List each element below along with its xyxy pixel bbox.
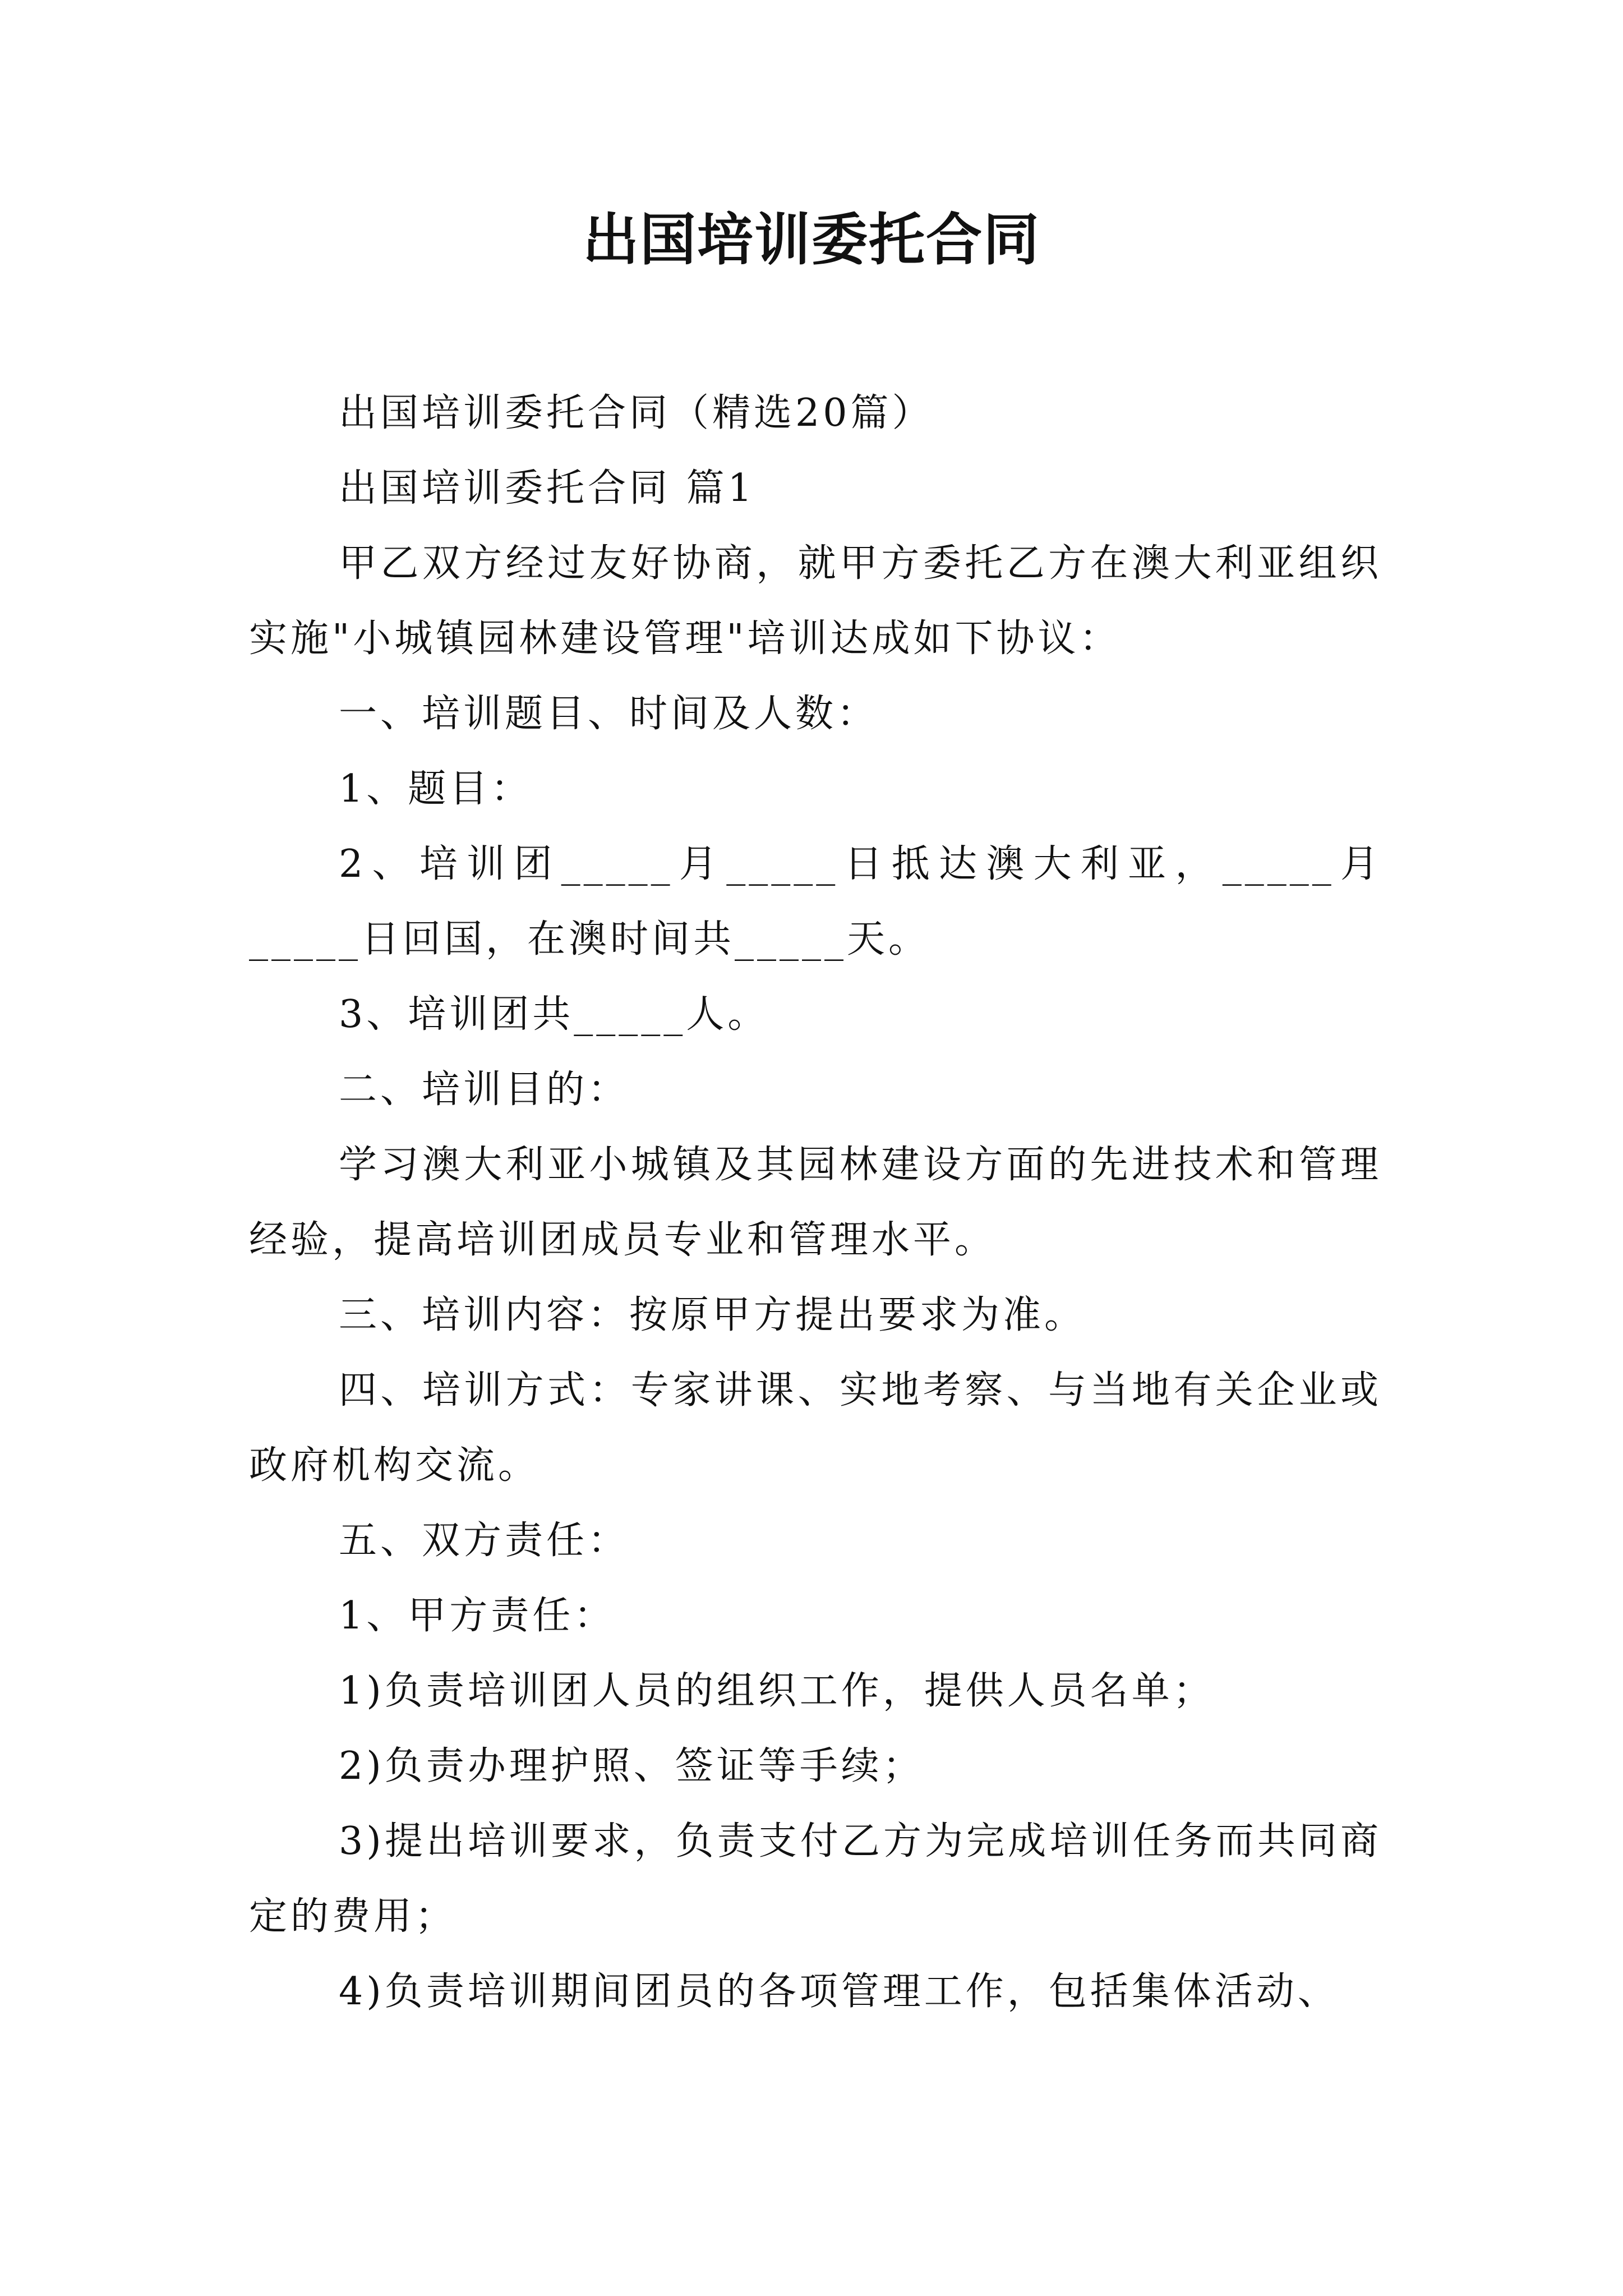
paragraph-clause-5-1-2: 2)负责办理护照、签证等手续； bbox=[339, 1744, 924, 1788]
paragraph-subtitle: 出国培训委托合同（精选20篇） bbox=[339, 391, 934, 435]
paragraph-intro: 甲乙双方经过友好协商，就甲方委托乙方在澳大利亚组织实施"小城镇园林建设管理"培训达成如下协议： bbox=[249, 541, 1382, 661]
paragraph-clause-4: 四、培训方式：专家讲课、实地考察、与当地有关企业或政府机构交流。 bbox=[249, 1368, 1382, 1488]
document-title: 出国培训委托合同 bbox=[583, 206, 1040, 273]
paragraph-clause-5-1-1: 1)负责培训团人员的组织工作，提供人员名单； bbox=[339, 1669, 1215, 1713]
paragraph-clause-3: 三、培训内容：按原甲方提出要求为准。 bbox=[339, 1293, 1086, 1337]
paragraph-clause-5-1-4: 4)负责培训期间团员的各项管理工作，包括集体活动、 bbox=[339, 1970, 1339, 2014]
paragraph-clause-5-1: 1、甲方责任： bbox=[339, 1594, 616, 1638]
paragraph-clause-5-1-3: 3)提出培训要求，负责支付乙方为完成培训任务而共同商定的费用； bbox=[249, 1819, 1382, 1939]
paragraph-clause-1-1: 1、题目： bbox=[339, 767, 533, 811]
paragraph-clause-2-body: 学习澳大利亚小城镇及其园林建设方面的先进技术和管理经验，提高培训团成员专业和管理水平。 bbox=[249, 1143, 1382, 1262]
document-body bbox=[249, 376, 1382, 2030]
paragraph-section-heading: 出国培训委托合同 篇1 bbox=[339, 466, 755, 510]
paragraph-clause-5-heading: 五、双方责任： bbox=[339, 1519, 630, 1563]
paragraph-clause-1-2: 2、培训团_____月_____日抵达澳大利亚，_____月_____日回国，在澳时间共_____天。 bbox=[249, 842, 1382, 961]
paragraph-clause-1-3: 3、培训团共_____人。 bbox=[339, 992, 769, 1037]
paragraph-clause-1-heading: 一、培训题目、时间及人数： bbox=[339, 692, 879, 736]
paragraph-clause-2-heading: 二、培训目的： bbox=[339, 1068, 630, 1112]
